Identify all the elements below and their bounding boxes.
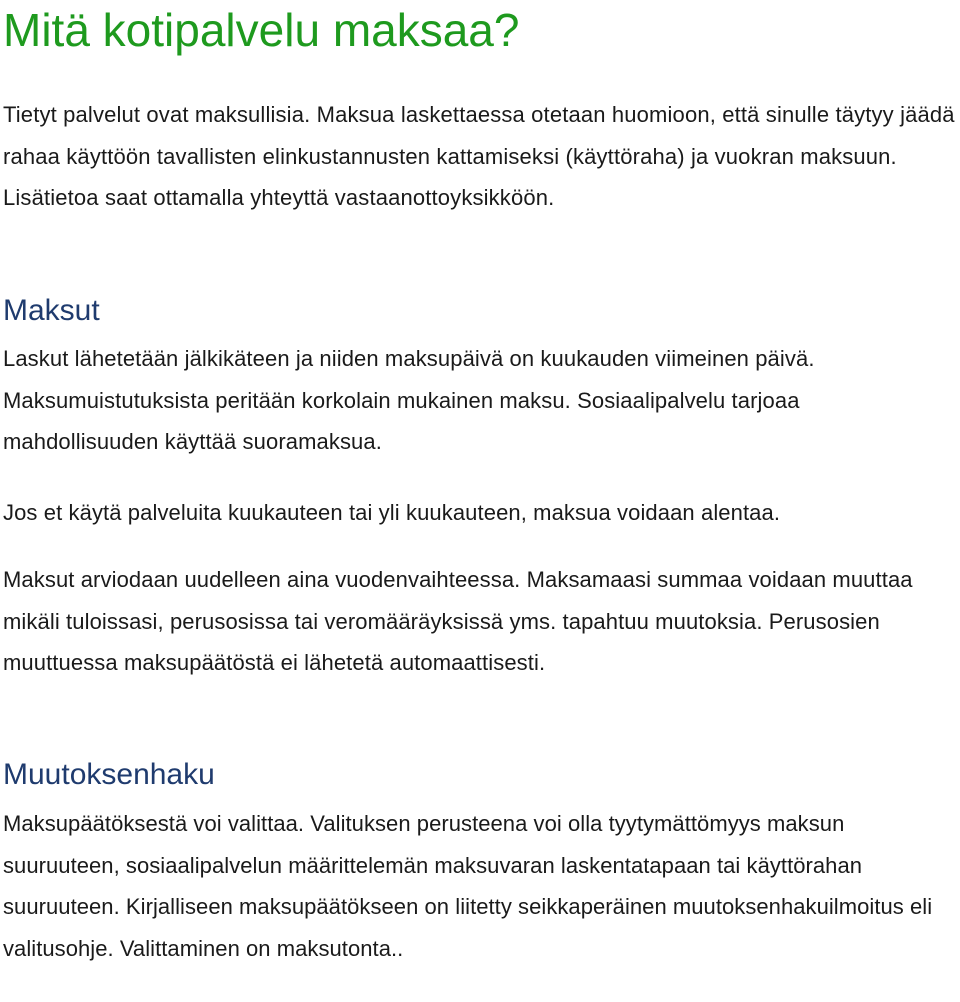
intro-paragraph: Tietyt palvelut ovat maksullisia. Maksua laskettaessa otetaan huomioon, että sinulle täytyy jäädä rahaa käyttöön tavallisten elinkustannusten kattamiseksi (käyttöraha) ja vuokran maksuun. Lisätietoa saat ottamalla yhteyttä vastaanottoyksikköön. xyxy=(3,102,955,210)
muutoksenhaku-paragraph: Maksupäätöksestä voi valittaa. Valituksen perusteena voi olla tyytymättömyys maksun suuruuteen, sosiaalipalvelun määrittelemän maksuvaran laskentatapaan tai käyttörahan suuruuteen. Kirjalliseen maksupäätökseen on liitetty seikkaperäinen muutoksenhakuilmoitus eli valitusohje. Valittaminen on maksutonta.. xyxy=(3,811,933,961)
section-heading-muutoksenhaku: Muutoksenhaku xyxy=(3,758,215,791)
page-title: Mitä kotipalvelu maksaa? xyxy=(3,4,520,56)
section-heading-maksut: Maksut xyxy=(3,294,100,327)
maksut-paragraph-billing: Laskut lähetetään jälkikäteen ja niiden maksupäivä on kuukauden viimeinen päivä. Maksumuistutuksista peritään korkolain mukainen maksu. Sosiaalipalvelu tarjoaa mahdollisuuden käyttää suoramaksua. xyxy=(3,346,815,454)
maksut-paragraph-reduction: Jos et käytä palveluita kuukauteen tai yli kuukauteen, maksua voidaan alentaa. xyxy=(3,500,781,525)
maksut-paragraph-review: Maksut arviodaan uudelleen aina vuodenvaihteessa. Maksamaasi summaa voidaan muuttaa mikäli tuloissasi, perusosissa tai veromääräyksissä yms. tapahtuu muutoksia. Perusosien muuttuessa maksupäätöstä ei lähetetä automaattisesti. xyxy=(3,567,913,675)
